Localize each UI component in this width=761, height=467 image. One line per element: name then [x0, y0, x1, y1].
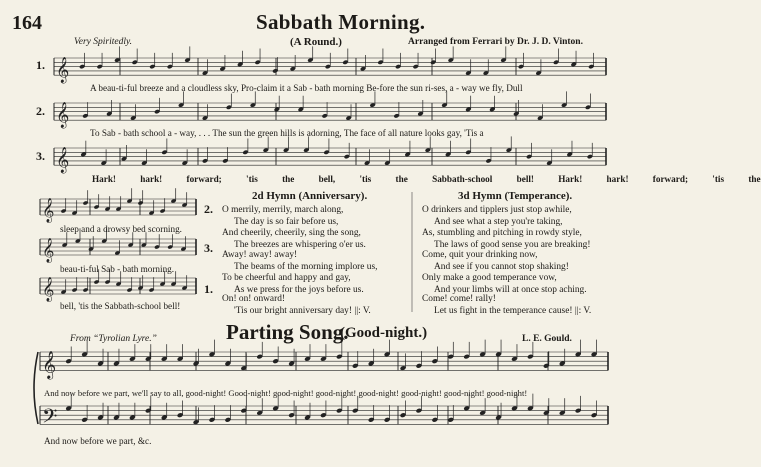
round-subtitle: (A Round.): [290, 36, 342, 48]
lyric-line: A beau-ti-ful breeze and a cloudless sky, Pro-claim it a Sab - bath morning Be-fore the sun ri-ses, a - way we fly, Dull: [90, 83, 523, 93]
system-brace: [34, 352, 38, 424]
hymn-heading: 3d Hymn (Temperance).: [458, 190, 573, 202]
page-number: 164: [12, 12, 42, 34]
staff-number: 2.: [36, 104, 45, 118]
treble-clef: 𝄞: [42, 350, 57, 379]
treble-clef: 𝄞: [56, 102, 70, 129]
treble-clef: 𝄞: [56, 57, 70, 84]
stanza: O merrily, merrily, march along, The day is so fair before us, And cheerily, cheerily, sing the song, The breezes are whispering o'er us.: [222, 205, 366, 250]
parting-song-title: Parting Song.: [226, 320, 349, 344]
hymn-heading: 2d Hymn (Anniversary).: [252, 190, 368, 202]
lyric-line: sleep and a drowsy bed scorning.: [60, 224, 182, 234]
stanza: O drinkers and tipplers just stop awhile, And see what a step you're taking, As, stumbling and pitching in rowdy style, The laws of good sense you are breaking!: [422, 205, 591, 250]
treble-clef: 𝄞: [42, 238, 55, 262]
bass-clef: 𝄢: [42, 404, 58, 433]
tempo-marking: Very Spiritedly.: [74, 37, 133, 47]
stanza: Away! away! away! The beams of the morning implore us, To be cheerful and happy and gay, As we press for the joys before us.: [222, 250, 378, 295]
round-title: Sabbath Morning.: [256, 10, 426, 34]
staff-number: 2.: [204, 202, 213, 216]
arranger-credit: Arranged from Ferrari by Dr. J. D. Vinton.: [408, 37, 583, 47]
lyric-line: beau-ti-ful Sab - bath morning.: [60, 264, 175, 274]
stanza: Come, quit your drinking now, And see if you cannot stop shaking! Only make a good temperance vow, And your limbs will at once stop aching.: [422, 250, 587, 295]
lyric-line: bell, 'tis the Sabbath-school bell!: [60, 301, 181, 311]
treble-clef: 𝄞: [56, 147, 70, 174]
parting-song-source: From “Tyrolian Lyre.”: [70, 334, 157, 344]
staff-number: 1.: [36, 58, 45, 72]
lyric-line: And now before we part, &c.: [44, 436, 152, 446]
parting-song-subtitle: (Good-night.): [340, 325, 428, 341]
lyric-line: Hark! hark! forward; 'tis the bell, 'tis the Sabbath-school bell! Hark! hark! forward; 'tis the: [92, 174, 761, 184]
treble-clef: 𝄞: [42, 198, 55, 222]
parting-song-composer: L. E. Gould.: [522, 334, 572, 344]
staff-number: 3.: [36, 149, 45, 163]
stanza: On! on! onward! 'Tis our bright anniversary day! ||: V.: [222, 294, 371, 316]
staff-number: 3.: [204, 241, 213, 255]
staff-number: 1.: [204, 282, 213, 296]
treble-clef: 𝄞: [42, 277, 55, 301]
lyric-line: And now before we part, we'll say to all, good-night! Good-night! good-night! good-night! good-night! good-night! good-night! good-night!: [44, 388, 528, 398]
stanza: Come! come! rally! Let us fight in the temperance cause! ||: V.: [422, 294, 592, 316]
lyric-line: To Sab - bath school a - way, . . . The sun the green hills is adorning, The face of all nature looks gay, 'Tis a: [90, 128, 484, 138]
